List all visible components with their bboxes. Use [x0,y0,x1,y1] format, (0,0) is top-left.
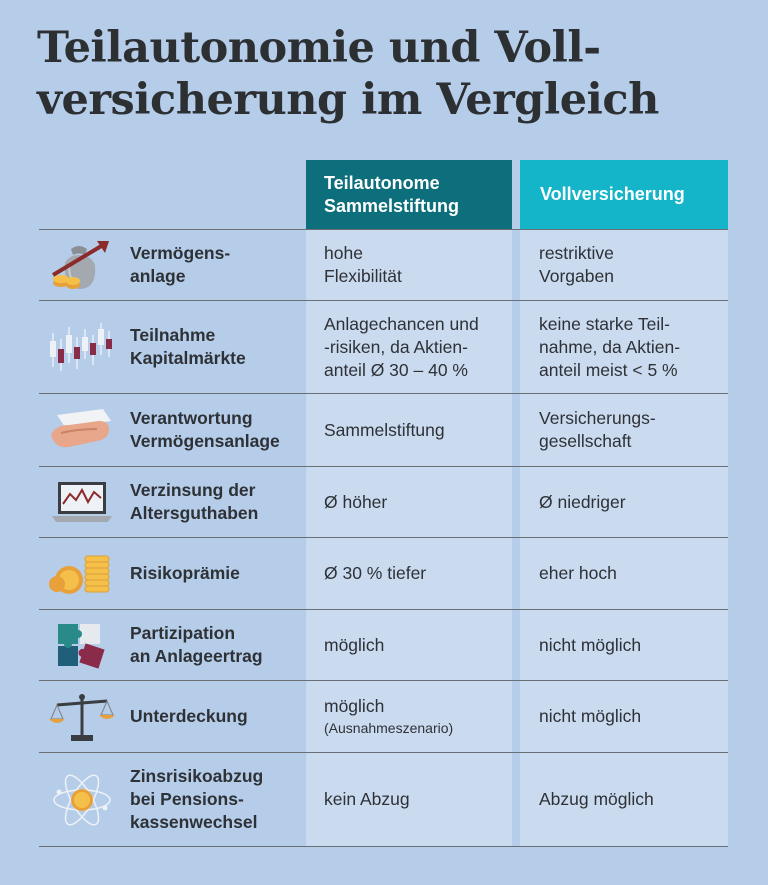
row-label: Partizipation [130,623,236,643]
cell-b: nahme, da Aktien- [539,336,681,357]
row-divider [39,846,728,847]
cell-a: Flexibilität [324,266,402,286]
table-row-kapitalmaerkte [39,301,728,393]
cell-a: -risiken, da Aktien- [324,336,468,357]
hand-icon [39,394,125,466]
cell-b: Abzug möglich [539,789,654,809]
cell-b: eher hoch [539,563,617,583]
cell-a-note: (Ausnahmeszenario) [324,720,454,736]
table-row-risikopraemie [39,538,728,609]
cell-a: Ø 30 % tiefer [324,563,427,583]
row-label: Zinsrisikoabzug [130,766,264,786]
table-row-unterdeckung [39,681,728,752]
header-vollversicherung [520,160,728,229]
row-label: Altersguthaben [130,503,259,523]
row-label: bei Pensions- [130,789,244,809]
puzzle-icon [39,610,125,680]
cell-b: Versicherungs- [539,408,656,428]
header-b-label: Vollversicherung [540,184,685,204]
candlestick-chart-icon [39,301,125,393]
row-label: Vermögens- [130,243,231,263]
cell-a: möglich [324,634,385,655]
atom-coin-icon [39,753,125,846]
table-row-verzinsung [39,467,728,537]
cell-a: kein Abzug [324,789,410,809]
cell-b: anteil meist < 5 % [539,359,678,380]
header-a-line-2: Sammelstiftung [324,195,460,216]
coin-stack-icon [39,538,125,609]
balance-scale-icon [39,681,125,752]
row-label: an Anlageertrag [130,646,263,666]
table-row-partizipation [39,610,728,680]
cell-b: keine starke Teil- [539,313,670,334]
cell-a: möglich [324,696,385,716]
money-bag-icon [39,230,125,300]
row-label: Vermögensanlage [130,431,280,451]
cell-b: gesellschaft [539,431,632,451]
cell-b: restriktive [539,243,614,263]
page-title [37,22,737,126]
cell-a: Sammelstiftung [324,419,445,440]
cell-a: Anlagechancen und [324,313,479,334]
cell-b: Vorgaben [539,266,614,286]
title-line-1: Teilautonomie und Voll- [37,23,601,73]
title-line-2: versicherung im Vergleich [37,75,659,125]
row-label: Risikoprämie [130,563,240,583]
header-a-line-1: Teilautonome [324,172,440,193]
cell-b: nicht möglich [539,634,642,655]
cell-a: hohe [324,243,363,263]
row-label: Unterdeckung [130,706,248,726]
cell-b: nicht möglich [539,706,642,726]
row-label: kassenwechsel [130,812,258,832]
cell-b: Ø niedriger [539,491,626,512]
row-label: Verzinsung der [130,480,256,500]
row-label: Teilnahme [130,325,216,345]
header-teilautonome-sammelstiftung [306,160,512,229]
cell-a: anteil Ø 30 – 40 % [324,359,468,380]
row-label: Verantwortung [130,408,253,428]
table-row-verantwortung [39,394,728,466]
row-label: Kapitalmärkte [130,348,246,368]
row-label: anlage [130,266,186,286]
laptop-chart-icon [39,467,125,537]
table-row-zinsrisikoabzug [39,753,728,846]
cell-a: Ø höher [324,491,388,512]
table-row-vermoegensanlage [39,230,728,300]
